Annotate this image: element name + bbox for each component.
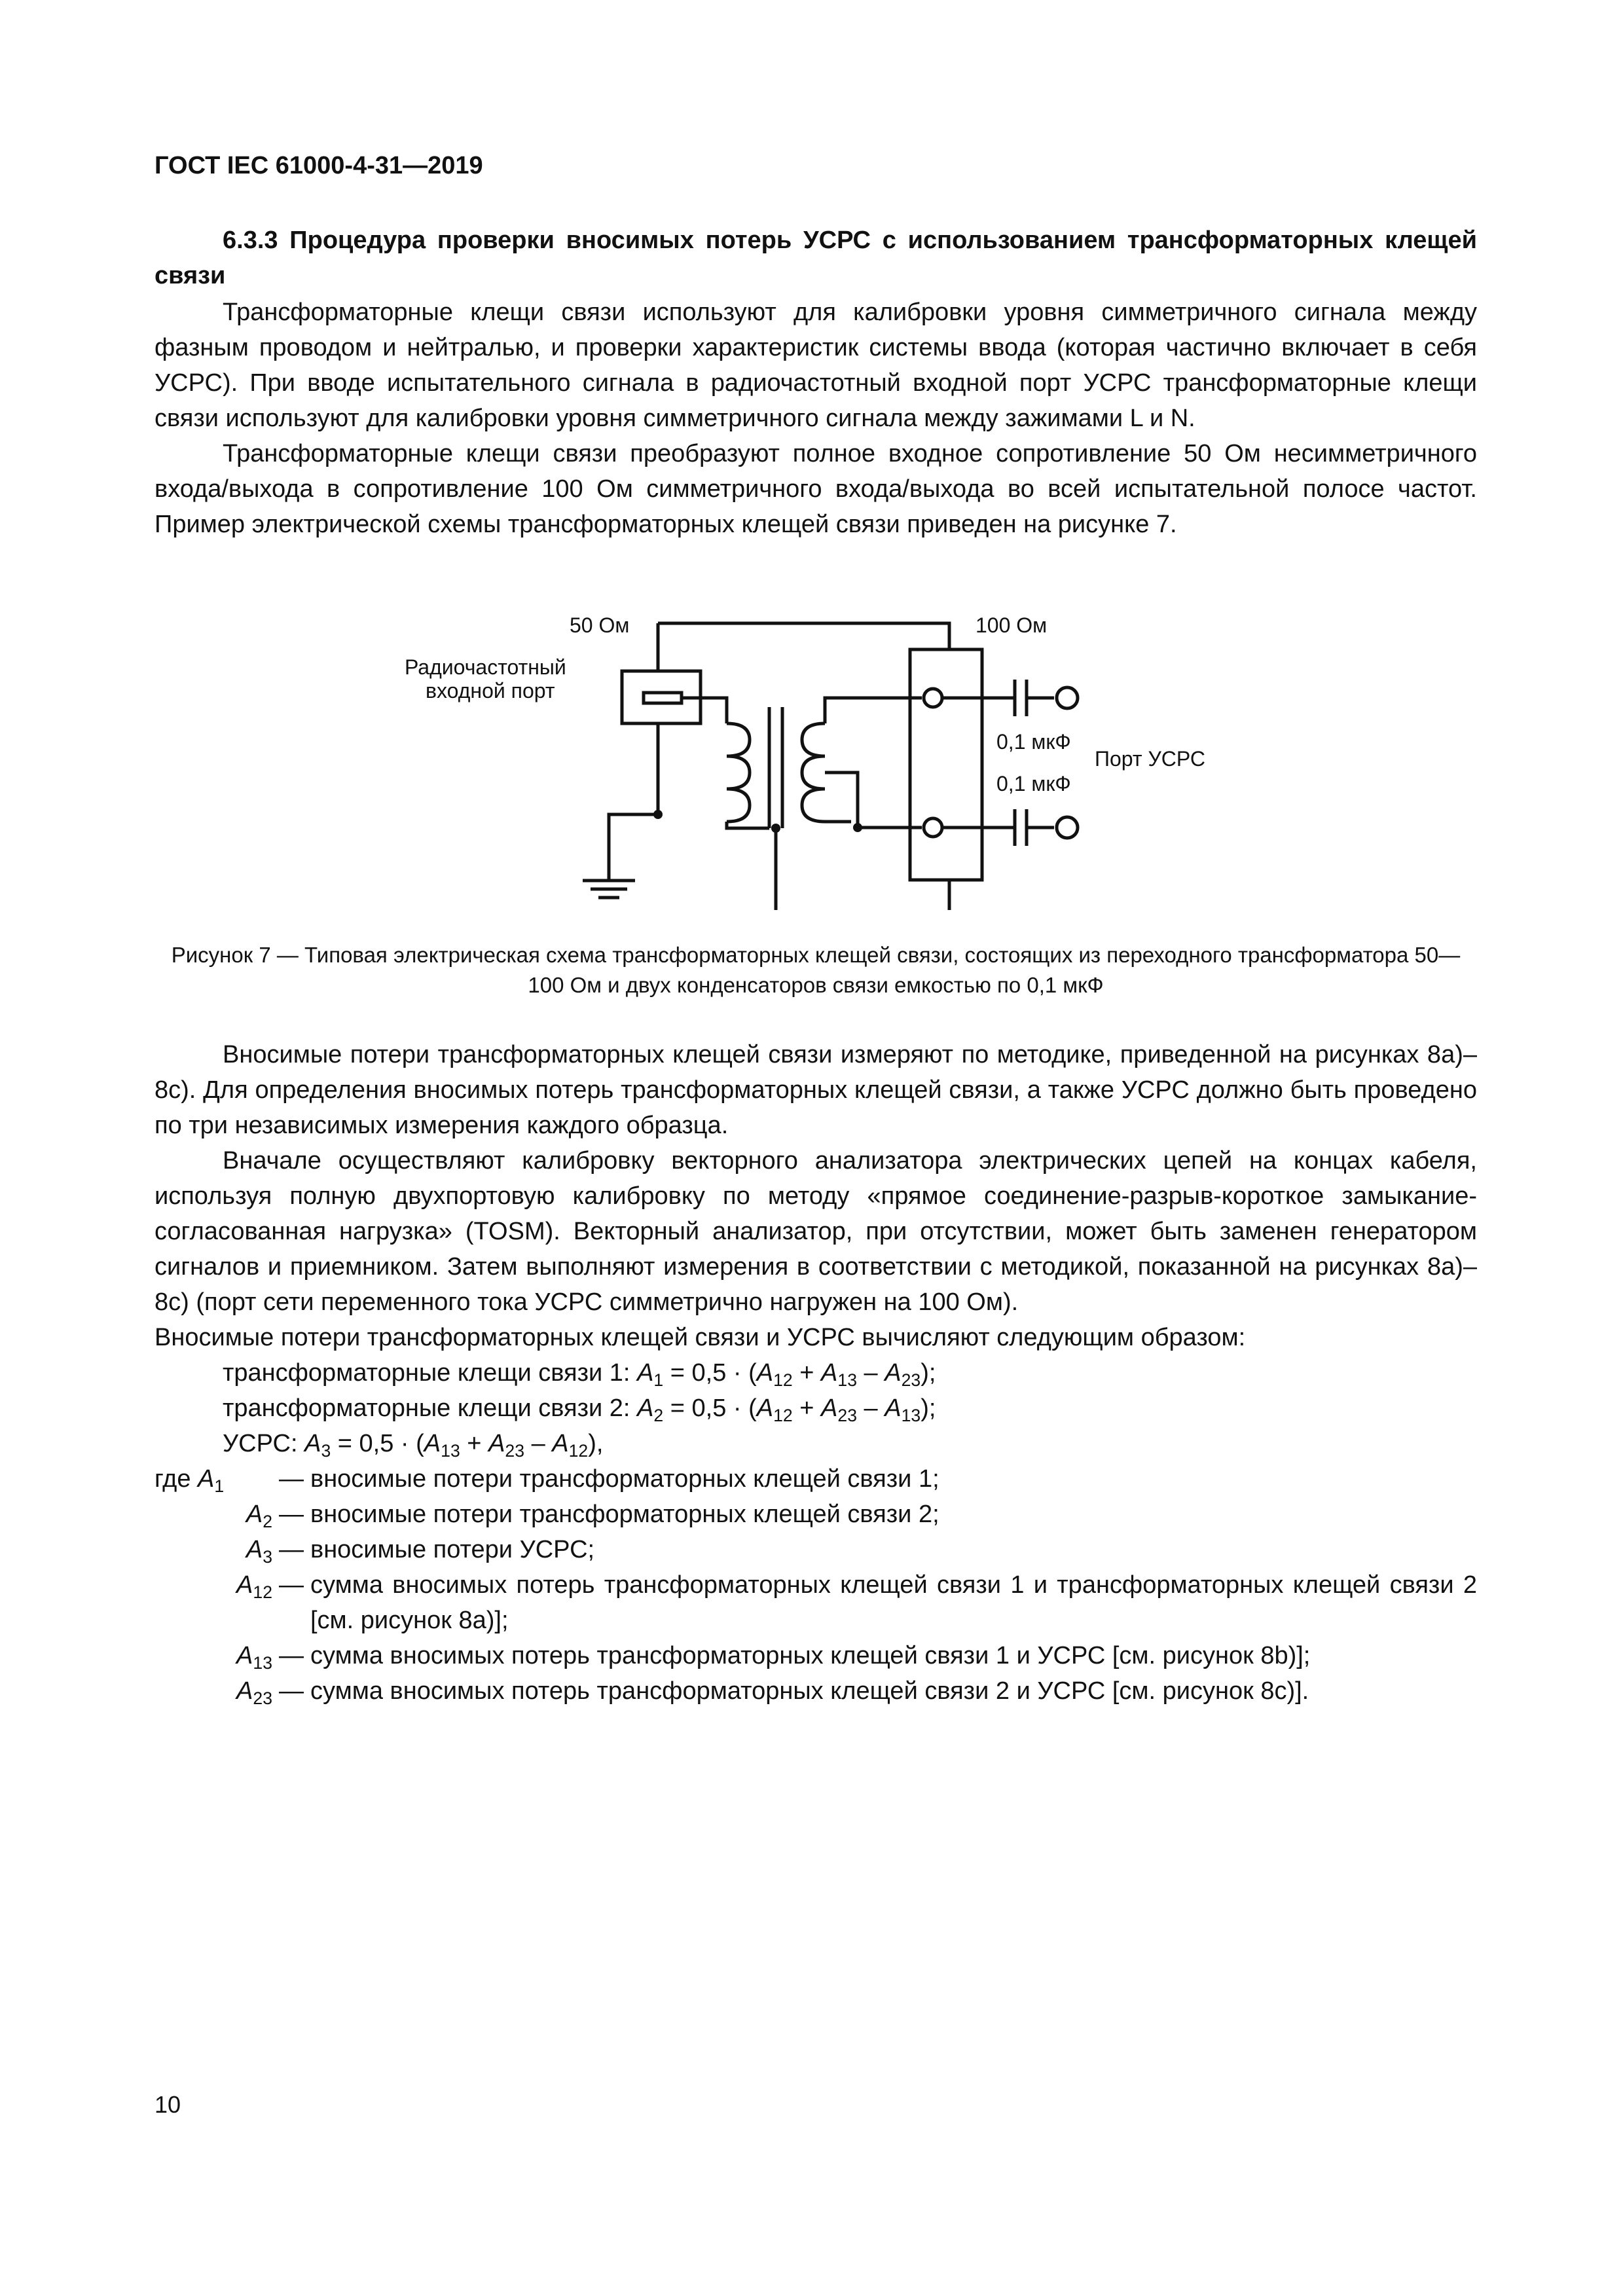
secondary-top-wire (825, 698, 922, 723)
formula-prefix: трансформаторные клещи связи 2: (223, 1394, 630, 1422)
top-wire (658, 623, 949, 649)
body-text (155, 1037, 1477, 1709)
lead-line: Вносимые потери трансформаторных клещей связи и УСРС вычисляют следующим образом: (155, 1324, 1246, 1351)
secondary-coil (802, 723, 825, 822)
definition-a13: $A_{13}$ — сумма вносимых потерь трансформаторных клещей связи 1 и УСРС [см. рисунок 8b)]; (155, 1638, 1477, 1673)
ground-wire (609, 814, 658, 881)
page-number: 10 (155, 2091, 181, 2118)
definition-a12: $A_{12}$ — сумма вносимых потерь трансформаторных клещей связи 1 и трансформаторных клещей связи 2 [см. рисунок 8a)]; (155, 1567, 1477, 1638)
terminal-100-ohm-lower (924, 818, 942, 837)
primary-coil (727, 723, 750, 822)
definition-text: вносимые потери трансформаторных клещей связи 1; (310, 1465, 939, 1493)
terminal-port-upper (1057, 687, 1078, 708)
formula-a2: трансформаторные клещи связи 2: $A_2 = 0,5 \cdot (A_{12} + A_{23} - A_{13})$; (223, 1394, 936, 1425)
definition-text: сумма вносимых потерь трансформаторных клещей связи 1 и трансформаторных клещей связи 2 [см. рисунок 8a)]; (310, 1571, 1477, 1634)
definition-text: сумма вносимых потерь трансформаторных клещей связи 1 и УСРС [см. рисунок 8b)]; (310, 1642, 1311, 1669)
label-50-ohm: 50 Ом (570, 613, 630, 637)
circuit-diagram (393, 609, 1244, 910)
junction-dot (653, 810, 663, 819)
rf-connector (644, 693, 682, 703)
formula-a3: УСРС: $A_3 = 0,5 \cdot (A_{13} + A_{23} - A_{12})$, (223, 1430, 604, 1461)
definition-text: сумма вносимых потерь трансформаторных клещей связи 2 и УСРС [см. рисунок 8c)]. (310, 1677, 1309, 1705)
label-100-ohm: 100 Ом (976, 613, 1048, 637)
rf-signal-wire (682, 698, 727, 723)
figure-caption: Рисунок 7 — Типовая электрическая схема трансформаторных клещей связи, состоящих из переходного трансформатора 50—100 Ом и двух конденсаторов связи емкостью по 0,1 мкФ (171, 943, 1461, 997)
document-header: ГОСТ IEC 61000-4-31—2019 (155, 152, 483, 179)
definition-a2: $A_2$ — вносимые потери трансформаторных клещей связи 2; (155, 1497, 1477, 1532)
label-rf-input-line2: входной порт (426, 679, 555, 702)
definition-a3: $A_3$ — вносимые потери УСРС; (155, 1532, 1477, 1567)
label-capacitor-1: 0,1 мкФ (996, 730, 1071, 754)
formula-prefix: трансформаторные клещи связи 1: (223, 1359, 630, 1387)
secondary-tap-wire (825, 773, 922, 828)
label-capacitor-2: 0,1 мкФ (996, 772, 1071, 795)
label-rf-input-line1: Радиочастотный (405, 655, 566, 679)
junction-dot (853, 823, 862, 832)
section-6-3-3 (155, 223, 1477, 542)
definition-text: вносимые потери трансформаторных клещей связи 2; (310, 1501, 939, 1528)
paragraph: Вносимые потери трансформаторных клещей связи измеряют по методике, приведенной на рисунках 8a)–8c). Для определения вносимых потерь трансформаторных клещей связи, а также УСРС должно быть проведено по три независимых измерения каждого образца. (155, 1041, 1477, 1139)
terminal-100-ohm-upper (924, 689, 942, 707)
port-100-ohm-box (910, 649, 982, 880)
junction-dot (771, 824, 780, 833)
paragraph: Трансформаторные клещи связи используют для калибровки уровня симметричного сигнала между фазным проводом и нейтралью, и проверки характеристик системы ввода (которая частично включает в себя УСРС). При вводе испытательного сигнала в радиочастотный входной порт УСРС трансформаторные клещи связи используют для калибровки уровня симметричного сигнала между зажимами L и N. (155, 299, 1477, 432)
label-port-usrs: Порт УСРС (1095, 747, 1205, 771)
definition-text: вносимые потери УСРС; (310, 1536, 595, 1563)
terminal-port-lower (1057, 817, 1078, 838)
paragraph: Трансформаторные клещи связи преобразуют полное входное сопротивление 50 Ом несимметричного входа/выхода в сопротивление 100 Ом симметричного входа/выхода во всей испытательной полосе частот. Пример электрической схемы трансформаторных клещей связи приведен на рисунке 7. (155, 440, 1477, 538)
bottom-wire (658, 880, 949, 910)
formula-prefix: УСРС: (223, 1430, 298, 1457)
circuit-diagram-figure-7 (393, 609, 1244, 910)
section-title: 6.3.3 Процедура проверки вносимых потерь УСРС с использованием трансформаторных клещей связи (155, 227, 1477, 289)
where-word: где (155, 1465, 191, 1493)
definition-a1: где $A_1$ — вносимые потери трансформаторных клещей связи 1; (155, 1461, 1477, 1497)
definition-a23: $A_{23}$ — сумма вносимых потерь трансформаторных клещей связи 2 и УСРС [см. рисунок 8c)]. (155, 1673, 1477, 1709)
paragraph: Вначале осуществляют калибровку векторного анализатора электрических цепей на концах кабеля, используя полную двухпортовую калибровку по методу «прямое соединение-разрыв-короткое замыкание-согласованная нагрузка» (TOSM). Векторный анализатор, при отсутствии, может быть заменен генератором сигналов и приемником. Затем выполняют измерения в соответствии с методикой, показанной на рисунках 8a)–8c) (порт сети переменного тока УСРС симметрично нагружен на 100 Ом). (155, 1147, 1477, 1316)
formula-a1: трансформаторные клещи связи 1: $A_1 = 0,5 \cdot (A_{12} + A_{13} - A_{23})$; (223, 1359, 936, 1390)
